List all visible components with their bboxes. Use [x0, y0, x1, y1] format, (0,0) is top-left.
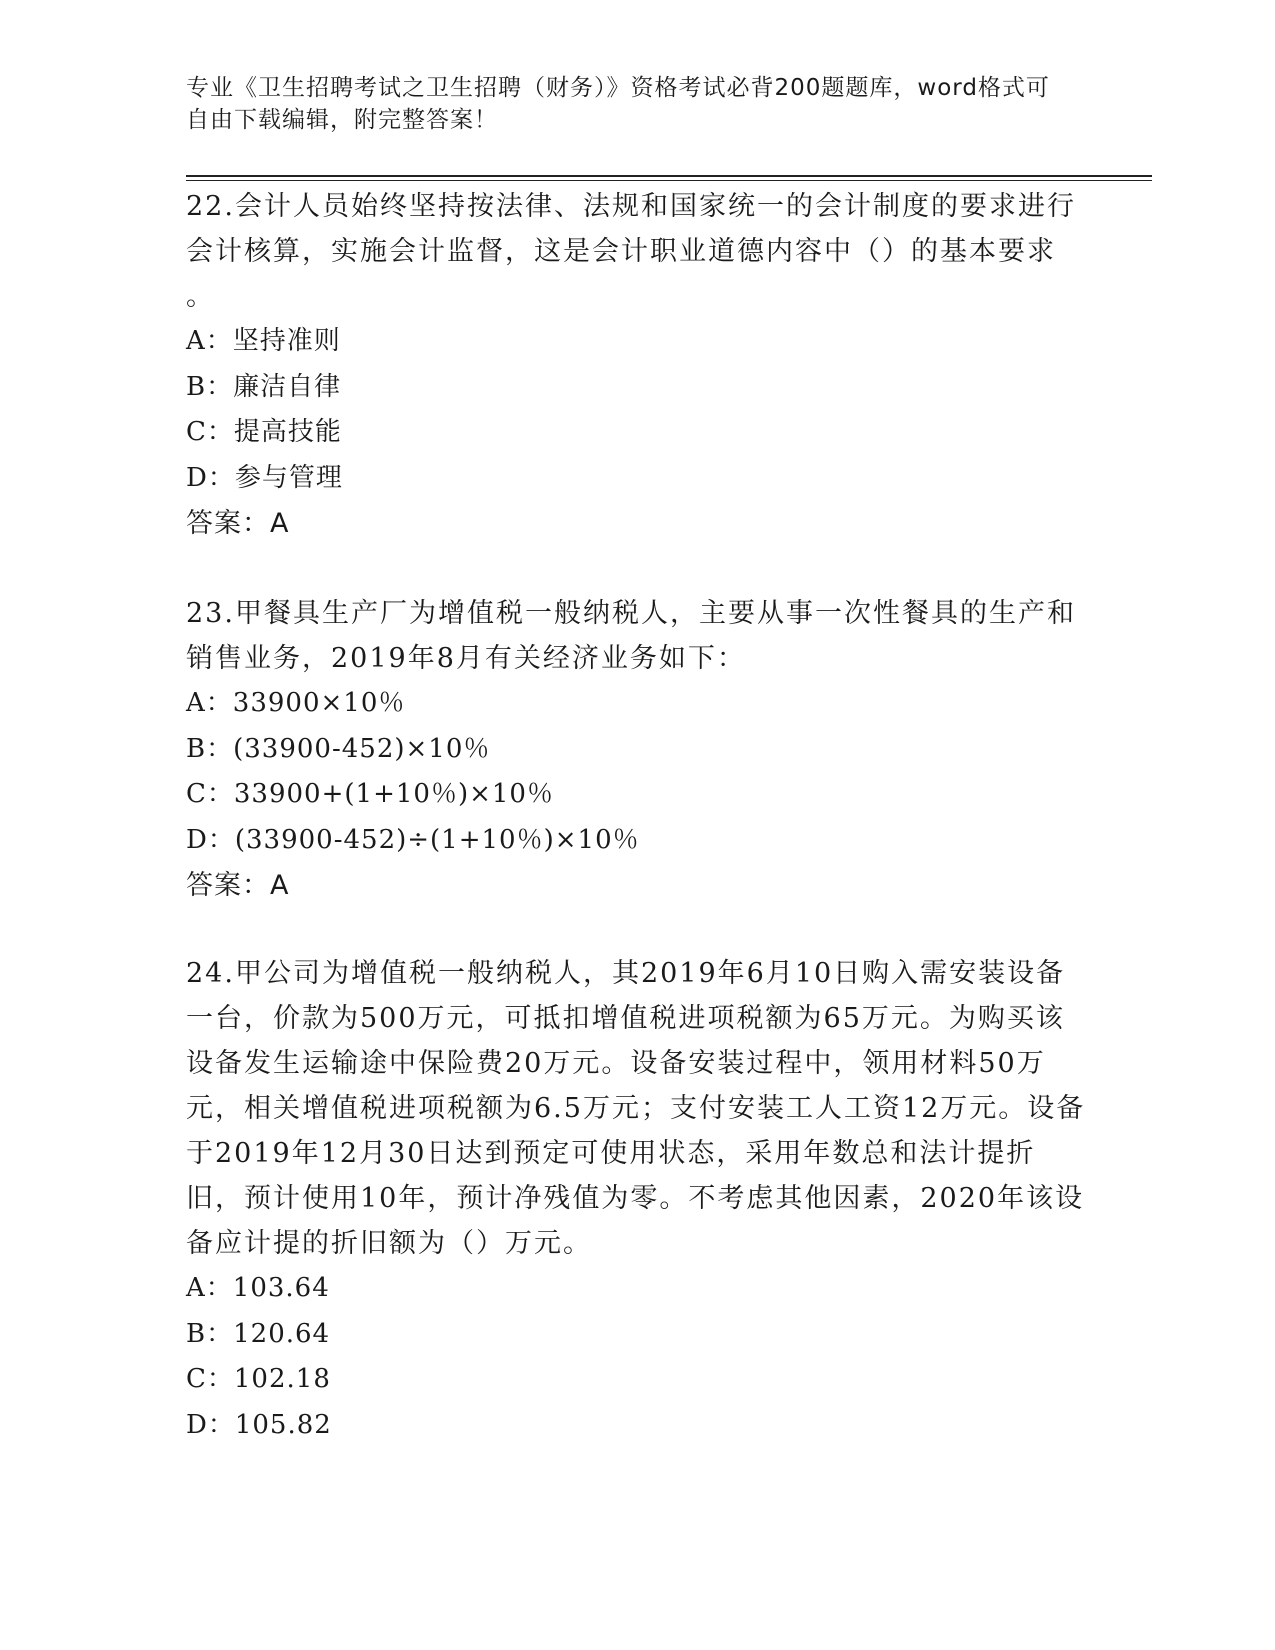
- option-a: A：103.64: [186, 1273, 330, 1303]
- header-divider-thick: [186, 175, 1152, 177]
- question-stem-tail: 。: [186, 281, 215, 312]
- option-d: D：参与管理: [186, 462, 343, 493]
- document-header: 专业《卫生招聘考试之卫生招聘（财务）》资格考试必背200题题库，word格式可自由下载编辑，附完整答案！: [186, 75, 1050, 133]
- question-stem: 24.甲公司为增值税一般纳税人，其2019年6月10日购入需安装设备一台，价款为500万元，可抵扣增值税进项税额为65万元。为购买该设备发生运输途中保险费20万元。设备安装过程中，领用材料50万元，相关增值税进项税额为6.5万元；支付安装工人工资12万元。设备于2019年12月30日达到预定可使用状态，采用年数总和法计提折旧，预计使用10年，预计净残值为零。不考虑其他因素，2020年该设备应计提的折旧额为（）万元。: [186, 958, 1086, 1259]
- option-c: C：提高技能: [186, 417, 342, 447]
- option-c: C：102.18: [186, 1364, 331, 1394]
- option-b: B：120.64: [186, 1318, 331, 1349]
- question-23: [186, 591, 1086, 908]
- option-c: C：33900+(1+10％)×10％: [186, 779, 554, 809]
- option-a: A：坚持准则: [186, 326, 341, 356]
- question-stem: 22.会计人员始终坚持按法律、法规和国家统一的会计制度的要求进行会计核算，实施会计监督，这是会计职业道德内容中（）的基本要求: [186, 191, 1076, 267]
- option-d: D：(33900-452)÷(1+10％)×10％: [186, 824, 640, 855]
- question-22: [186, 184, 1086, 546]
- answer: 答案：A: [186, 870, 290, 901]
- question-stem: 23.甲餐具生产厂为增值税一般纳税人，主要从事一次性餐具的生产和销售业务，2019年8月有关经济业务如下：: [186, 598, 1076, 674]
- question-24: [186, 951, 1086, 1448]
- option-b: B：廉洁自律: [186, 371, 342, 402]
- header-divider-thin: [186, 180, 1152, 181]
- option-b: B：(33900-452)×10％: [186, 733, 491, 764]
- answer: 答案：A: [186, 508, 290, 539]
- option-d: D：105.82: [186, 1409, 332, 1440]
- option-a: A：33900×10％: [186, 688, 406, 718]
